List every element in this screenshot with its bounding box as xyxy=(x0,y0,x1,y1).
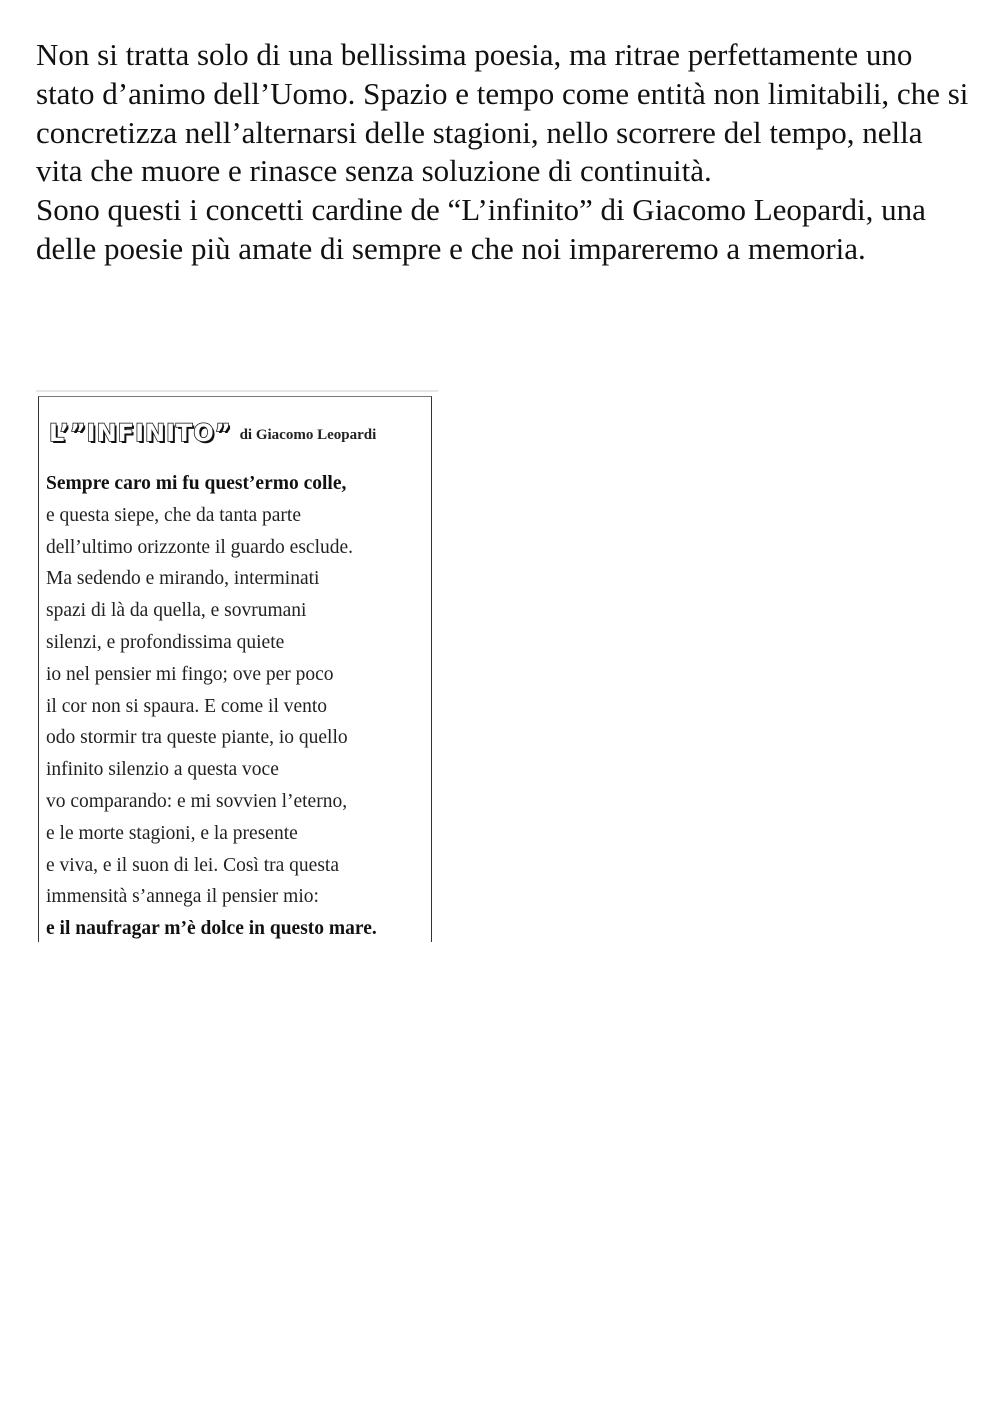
poem-verses xyxy=(46,468,426,945)
poem-line: e il naufragar m’è dolce in questo mare. xyxy=(46,918,377,940)
intro-paragraph-1: Non si tratta solo di una bellissima poesia, ma ritrae perfettamente uno stato d’animo dell’Uomo. Spazio e tempo come entità non limitabili, che si concretizza nell’alternarsi delle stagioni, nello scorrere del tempo, nella vita che muore e rinasce senza soluzione di continuità. xyxy=(36,37,969,189)
poem-line: Sempre caro mi fu quest’ermo colle, xyxy=(46,473,347,494)
poem-header xyxy=(49,417,376,447)
poem-top-divider xyxy=(36,390,438,392)
poem-title: L’”INFINITO” xyxy=(49,419,232,447)
poem-line: e viva, e il suon di lei. Così tra questa xyxy=(46,854,339,876)
intro-paragraph-2: Sono questi i concetti cardine de “L’infinito” di Giacomo Leopardi, una delle poesie più amate di sempre e che noi impareremo a memoria. xyxy=(36,192,926,266)
poem-line: e le morte stagioni, e la presente xyxy=(46,822,298,844)
poem-line: silenzi, e profondissima quiete xyxy=(46,631,285,653)
poem-line: il cor non si spaura. E come il vento xyxy=(46,695,328,717)
poem-line: Ma sedendo e mirando, interminati xyxy=(46,568,320,590)
poem-line: io nel pensier mi fingo; ove per poco xyxy=(46,663,334,685)
intro-text xyxy=(36,36,976,269)
poem-line: immensità s’annega il pensier mio: xyxy=(46,886,319,908)
poem-line: spazi di là da quella, e sovrumani xyxy=(46,600,307,622)
poem-image xyxy=(38,396,432,942)
poem-line: vo comparando: e mi sovvien l’eterno, xyxy=(46,790,348,812)
poem-author: di Giacomo Leopardi xyxy=(239,427,377,443)
poem-line: odo stormir tra queste piante, io quello xyxy=(46,727,348,749)
poem-line: e questa siepe, che da tanta parte xyxy=(46,504,301,526)
poem-line: infinito silenzio a questa voce xyxy=(46,759,279,781)
poem-line: dell’ultimo orizzonte il guardo esclude. xyxy=(46,536,354,558)
